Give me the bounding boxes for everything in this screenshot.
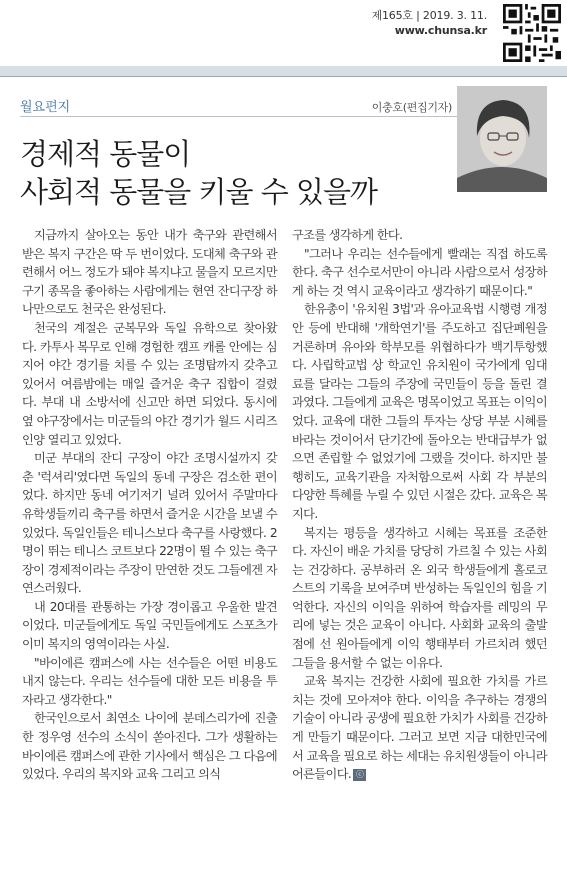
paragraph: 한국인으로서 최연소 나이에 분데스리가에 진출한 정우영 선수의 소식이 쏟아진다. 그가 생활하는 바이에른 캠퍼스에 관한 기사에서 핵심은 그 다음에 있었다. 우리의 복지와 교육 그리고 의식 — [22, 711, 277, 782]
paragraph: 지금까지 살아오는 동안 내가 축구와 관련해서 받은 복지 구간은 딱 두 번이었다. 도대체 축구와 관련해서 어느 정도가 돼야 복지냐고 물을지 모르지만 구기 종목을 좋아하는 사람에게는 현연 잔디구장 하나만으로도 천국은 완성된다. — [22, 228, 277, 317]
qr-code-icon[interactable] — [503, 4, 561, 62]
paragraph: 미군 부대의 잔디 구장이 야간 조명시설까지 갖춘 '럭셔리'였다면 독일의 동네 구장은 검소한 편이었다. 하지만 동네 여기저기 널려 있어서 주말마다 유학생들끼리 축구를 하면서 즐거운 시간을 보낼 수 있었다. 독일인들은 테니스보다 축구를 사랑했다. 2명이 뛰는 테니스 코트보다 22명이 뛸 수 있는 축구장이 경제적이라는 주장이 만연한 것도 그들에겐 자연스러웠다. — [22, 451, 277, 596]
paragraph-continuation: 구조를 생각하게 한다. — [292, 228, 403, 242]
quote-paragraph: "그러나 우리는 선수들에게 빨래는 직접 하도록 한다. 축구 선수로서만이 아니라 사람으로서 성장하게 하는 것 역시 교육이라고 생각하기 때문이다." — [292, 246, 547, 298]
end-mark-icon: ⓒ — [353, 769, 366, 781]
author-byline: 이충호(편집기자) — [371, 101, 452, 114]
article-title — [20, 135, 377, 211]
final-paragraph-text: 교육 복지는 건강한 사회에 필요한 가치를 가르치는 것에 모아져야 한다. 이익을 추구하는 경쟁의 기술이 아니라 공생에 필요한 가치가 사회를 건강하게 만들기 때문이다. 그러고 보면 지금 대한민국에서 교육을 필요로 하는 세대는 유치원생들이 아니라 어른들이다. — [292, 674, 547, 782]
issue-info — [372, 8, 487, 38]
header-divider — [0, 76, 567, 77]
paragraph: 내 20대를 관통하는 가장 경이롭고 우울한 발견이었다. 미군들에게도 독일 국민들에게도 스포츠가 이미 복지의 영역이라는 사실. — [22, 599, 277, 652]
author-photo — [457, 86, 547, 192]
paragraph — [292, 672, 547, 784]
section-label: 월요편지 — [20, 100, 71, 115]
paragraph: 한유총이 '유치원 3법'과 유아교육법 시행령 개정안 등에 반대해 '개학연기'를 주도하고 집단폐원을 거론하며 유아와 학부모를 위협하다가 백기투항했다. 사립학교법 상 학교인 유치원이 국가에게 임대료를 달라는 그들의 주장에 국민들이 등을 돌린 결과였다. 그들에게 교육은 명목이었고 목표는 이익이었다. 교육에 대한 그들의 투자는 상당 부분 시혜를 바라는 것이어서 단기간에 돌아오는 반대급부가 없으면 존립할 수 없었기에 그랬을 것이다. 하지만 불행히도, 교육기관을 자처함으로써 사회 각 부분의 다양한 특혜를 누릴 수 있던 시절은 갔다. 교육은 복지다. — [292, 302, 547, 521]
issue-number: 제165호 | 2019. 3. 11. — [371, 9, 487, 22]
section-divider — [20, 116, 470, 117]
title-line-2: 사회적 동물을 키울 수 있을까 — [20, 175, 378, 209]
title-line-1: 경제적 동물이 — [20, 137, 191, 171]
website-link[interactable]: www.chunsa.kr — [394, 24, 487, 37]
paragraph: 천국의 계절은 군복무와 독일 유학으로 찾아왔다. 카투사 복무로 인해 경험한 캠프 캐롤 안에는 심지어 야간 경기를 치를 수 있는 조명탑까지 갖추고 있어서 여름밤에는 매일 즐거운 축구 집합이 걸렸다. 부대 내 소방서에 신고만 하면 되었다. 동시에 옆 야구장에서는 미군들의 야간 경기가 월드 시리즈인양 열리고 있었다. — [22, 320, 277, 447]
article-column-right — [292, 226, 547, 784]
paragraph: 복지는 평등을 생각하고 시혜는 목표를 조준한다. 자신이 배운 가치를 당당히 가르칠 수 있는 사회는 건강하다. 공부하러 온 외국 학생들에게 홀로코스트의 기록을 보여주며 반성하는 독일인의 힘을 기억한다. 자신의 이익을 위하여 학습자를 레밍의 무리에 넣는 것은 교육이 아니다. 사회화 교육의 출발점에 선 원아들에게 이익 행태부터 가르치려 했던 그들을 용서할 수 없는 이유다. — [292, 525, 547, 670]
article-column-left — [22, 226, 277, 784]
quote-paragraph: "바이에른 캠퍼스에 사는 선수들은 어떤 비용도 내지 않는다. 우리는 선수들에 대한 모든 비용을 투자라고 생각한다." — [22, 655, 277, 707]
header-band — [0, 66, 567, 76]
